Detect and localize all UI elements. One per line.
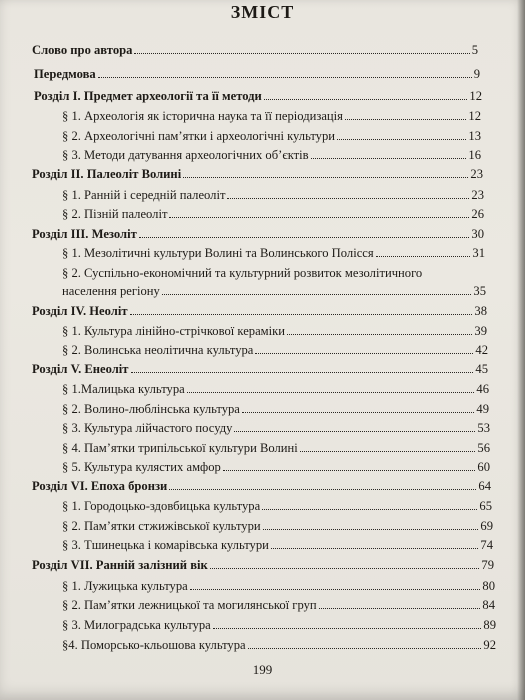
toc-entry <box>32 305 487 318</box>
toc-entry-page: 46 <box>476 382 489 396</box>
toc-entry-label: Розділ II. Палеоліт Волині <box>32 167 182 181</box>
toc-entry-page: 89 <box>483 618 496 632</box>
leader-dots <box>300 450 476 452</box>
leader-dots <box>134 52 469 54</box>
toc-entry <box>34 90 482 103</box>
toc-entry-page: 56 <box>477 441 490 455</box>
toc-entry <box>32 559 494 572</box>
toc-entry-label: Розділ IV. Неоліт <box>32 304 128 318</box>
leader-dots <box>376 255 471 257</box>
toc-entry-label: Розділ V. Енеоліт <box>32 362 129 376</box>
page-title: ЗМІСТ <box>230 2 295 22</box>
toc-entry <box>62 247 485 260</box>
toc-entry-label: § 1. Культура лінійно-стрічкової кераміки <box>62 324 286 338</box>
toc-entry-label: § 1. Городоцько-здовбицька культура <box>62 499 261 513</box>
leader-dots <box>169 216 469 218</box>
toc-entry <box>32 480 491 493</box>
leader-dots <box>242 411 475 413</box>
toc-entry-page: 16 <box>468 148 481 162</box>
toc-entry-page: 26 <box>471 207 484 221</box>
toc-entry-page: 65 <box>479 499 492 513</box>
toc-entry-label: § 1. Мезолітичні культури Волині та Волинського Полісся <box>62 246 374 260</box>
toc-entry-page: 64 <box>478 479 491 493</box>
toc-entry-label: § 1.Малицька культура <box>62 382 185 396</box>
toc-entry-page: 23 <box>470 167 483 181</box>
toc-entry <box>62 539 493 552</box>
toc-entry <box>62 442 490 455</box>
toc-entry-label: Розділ VII. Ранній залізний вік <box>32 558 208 572</box>
toc-entry-page: 5 <box>471 43 478 57</box>
toc-entry-label: Слово про автора <box>32 43 133 57</box>
toc-entry-page: 35 <box>473 284 486 298</box>
toc-entry <box>62 130 481 143</box>
leader-dots <box>248 647 482 649</box>
toc-entry-page: 49 <box>476 402 489 416</box>
leader-dots <box>98 76 472 78</box>
toc-entry-page: 74 <box>480 538 493 552</box>
leader-dots <box>223 469 476 471</box>
toc-entry-label: § 3. Культура лійчастого посуду <box>62 421 233 435</box>
toc-entry <box>62 580 495 593</box>
toc-entry <box>62 520 493 533</box>
toc-entry <box>32 363 488 376</box>
page-number: 199 <box>252 662 273 677</box>
leader-dots <box>162 293 472 295</box>
leader-dots <box>311 157 467 159</box>
toc-entry <box>62 344 488 357</box>
toc-entry <box>62 189 484 202</box>
toc-entry-label: § 5. Культура кулястих амфор <box>62 460 221 474</box>
toc-entry-page: 60 <box>477 460 490 474</box>
leader-dots <box>287 333 472 335</box>
toc-entry-label: § 2. Археологічні пам’ятки і археологічні культури <box>62 129 336 143</box>
toc-entry <box>32 168 483 181</box>
toc-entry-label: Передмова <box>34 67 96 81</box>
toc-entry-label: населення регіону <box>62 284 160 298</box>
toc-entry-label: Розділ VI. Епоха бронзи <box>32 479 168 493</box>
toc-entry-page: 30 <box>471 227 484 241</box>
toc-entry-page: 79 <box>481 558 494 572</box>
toc-entry-page: 9 <box>473 67 480 81</box>
toc-entry-label: § 2. Пам’ятки лежницької та могилянської груп <box>62 598 317 612</box>
toc-entry <box>34 68 480 81</box>
toc-entry-page: 12 <box>469 89 482 103</box>
toc-entry-page: 92 <box>483 638 496 652</box>
leader-dots <box>337 138 466 140</box>
toc-entry-page: 42 <box>475 343 488 357</box>
toc-entry-page: 53 <box>477 421 490 435</box>
toc-entry-label: § 2. Суспільно-економічний та культурний розвиток мезолітичного <box>62 266 423 280</box>
leader-dots <box>130 313 473 315</box>
toc-entry-page: 12 <box>468 109 481 123</box>
toc-entry <box>62 422 490 435</box>
leader-dots <box>319 607 481 609</box>
toc-entry <box>32 44 478 57</box>
toc-entry-page: 13 <box>468 129 481 143</box>
toc-entry <box>62 599 495 612</box>
leader-dots <box>264 98 468 100</box>
leader-dots <box>190 588 481 590</box>
toc-entry <box>62 325 487 338</box>
leader-dots <box>255 352 473 354</box>
toc-entry-page: 69 <box>480 519 493 533</box>
leader-dots <box>263 528 479 530</box>
leader-dots <box>262 508 477 510</box>
toc-entry-label: § 1. Ранній і середній палеоліт <box>62 188 226 202</box>
leader-dots <box>139 236 470 238</box>
toc-entry <box>62 149 481 162</box>
leader-dots <box>131 371 474 373</box>
toc-entry <box>62 403 489 416</box>
leader-dots <box>210 567 480 569</box>
leader-dots <box>183 176 468 178</box>
toc-entry <box>62 639 496 652</box>
toc-entry <box>62 461 490 474</box>
toc-entry-page: 80 <box>482 579 495 593</box>
toc-entry-label: § 2. Волино-люблінська культура <box>62 402 240 416</box>
toc-entry-label: Розділ І. Предмет археології та її методи <box>34 89 262 103</box>
leader-dots <box>271 547 479 549</box>
leader-dots <box>234 430 475 432</box>
toc-entry <box>32 228 484 241</box>
toc-entry-label: § 3. Тшинецька і комарівська культури <box>62 538 269 552</box>
leader-dots <box>187 391 475 393</box>
toc-entry <box>62 500 492 513</box>
toc-entry <box>62 208 484 221</box>
leader-dots <box>345 118 466 120</box>
toc-entry <box>62 110 481 123</box>
toc-entry-page: 23 <box>471 188 484 202</box>
toc-entry-page: 31 <box>472 246 485 260</box>
toc-entry <box>62 619 496 632</box>
toc-entry-label: § 1. Лужицька культура <box>62 579 188 593</box>
toc-entry-label: § 2. Волинська неолітична культура <box>62 343 254 357</box>
toc-entry-label: § 3. Милоградська культура <box>62 618 211 632</box>
toc-entry-page: 38 <box>474 304 487 318</box>
toc-entry-page: 39 <box>474 324 487 338</box>
leader-dots <box>213 627 482 629</box>
page-edge-shadow <box>517 0 525 700</box>
toc-entry <box>62 383 489 396</box>
leader-dots <box>169 488 476 490</box>
toc-entry-page: 84 <box>482 598 495 612</box>
toc-entry-label: § 3. Методи датування археологічних об’єктів <box>62 148 309 162</box>
toc-entry-label: § 1. Археологія як історична наука та її періодизація <box>62 109 343 123</box>
toc-entry-label: § 2. Пізній палеоліт <box>62 207 168 221</box>
toc-entry-label: Розділ III. Мезоліт <box>32 227 137 241</box>
leader-dots <box>227 197 469 199</box>
toc-entry-label: § 4. Пам’ятки трипільської культури Волині <box>62 441 298 455</box>
toc-entry-page: 45 <box>475 362 488 376</box>
toc-entry <box>62 285 486 298</box>
toc-entry-label: §4. Поморсько-кльошова культура <box>62 638 246 652</box>
toc-entry-label: § 2. Пам’ятки стжижівської культури <box>62 519 261 533</box>
